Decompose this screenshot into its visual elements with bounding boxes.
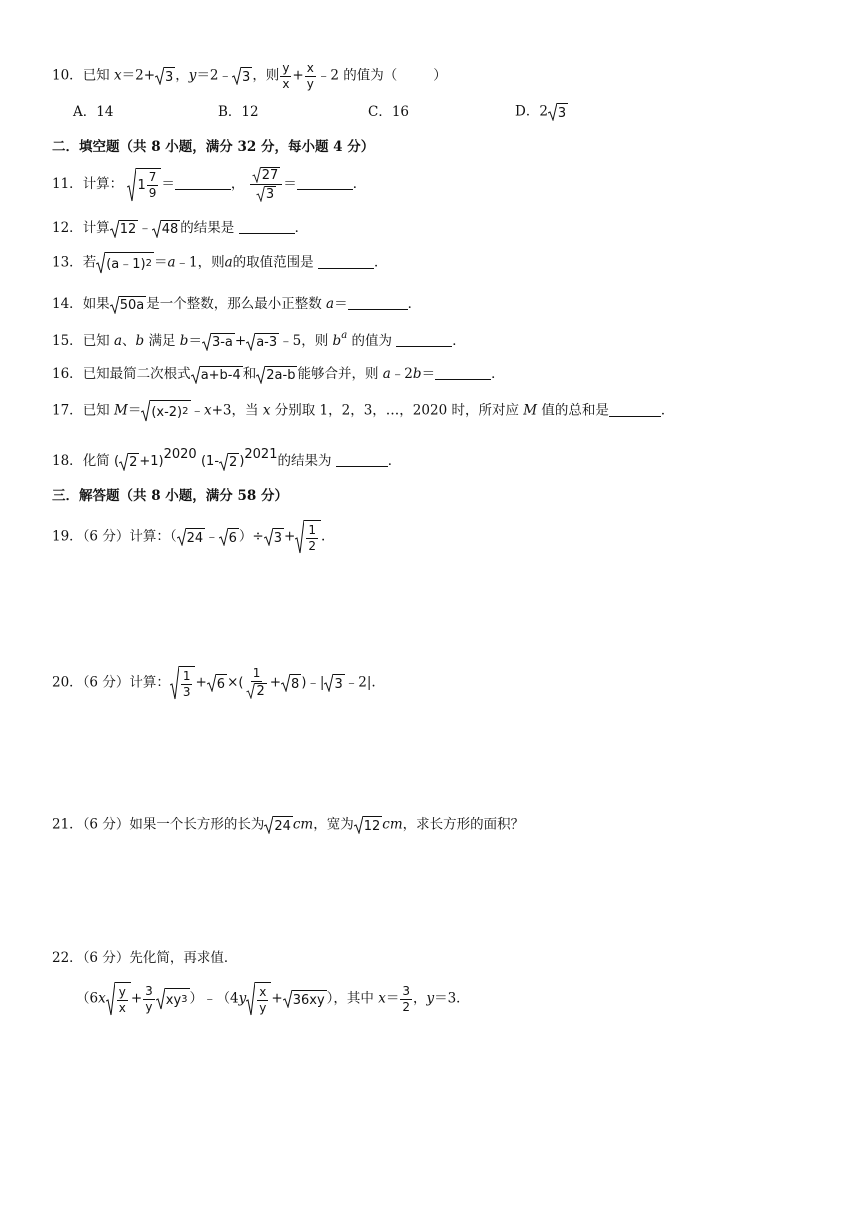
- numerator: y: [118, 984, 126, 999]
- sqrt-12: [354, 816, 383, 834]
- var-x: x: [98, 990, 106, 1007]
- fraction-1-3: [181, 670, 193, 698]
- q10-text: ﹣2 的值为（: [316, 67, 398, 84]
- question-number: 14．: [52, 296, 83, 312]
- question-18: [52, 448, 401, 471]
- question-number: 15．: [52, 333, 83, 349]
- radicand: 12: [119, 220, 139, 238]
- question-number: 18．: [52, 453, 83, 469]
- exponent: 2: [145, 258, 152, 269]
- section-3-heading: 三．解答题（共 8 小题，满分 58 分）: [52, 488, 288, 504]
- radicand: 36xy: [292, 990, 327, 1008]
- q16-text: ﹣2: [390, 366, 413, 382]
- plus-sign: +: [292, 67, 304, 84]
- radicand: a-3: [255, 333, 279, 351]
- q15-text: ＝: [188, 333, 202, 349]
- sqrt-36xy: [283, 990, 327, 1008]
- answer-blank[interactable]: [239, 219, 295, 234]
- option-d-text: D．2: [515, 103, 548, 120]
- q22-text: ＝3．: [434, 990, 470, 1007]
- q16-text: ＝: [421, 366, 436, 382]
- question-12: [52, 219, 308, 238]
- sqrt-2: [119, 453, 139, 471]
- question-11: [52, 167, 366, 202]
- question-22: [52, 952, 237, 966]
- denominator: 2: [308, 538, 316, 553]
- q20-text: （6 分）计算：: [82, 674, 170, 691]
- paren: (: [113, 454, 120, 469]
- denominator: x: [118, 1000, 126, 1015]
- q14-text: ＝: [334, 296, 348, 312]
- q17-text: +3，当: [211, 402, 259, 419]
- question-number: 11．: [52, 176, 83, 192]
- sqrt-mixed-number: [127, 168, 161, 202]
- answer-blank[interactable]: [336, 452, 388, 467]
- numerator: 3: [145, 983, 153, 998]
- var-a: a: [113, 333, 123, 349]
- q13-text: ．: [373, 254, 388, 271]
- q10-text: ＝2+: [121, 67, 156, 84]
- answer-blank[interactable]: [297, 175, 353, 190]
- q11-text: ＝: [283, 176, 297, 192]
- numerator: 7: [148, 170, 157, 185]
- q13-text: 的取值范围是: [232, 254, 314, 271]
- paren: +1): [139, 454, 164, 469]
- question-20: [52, 666, 376, 700]
- exponent: 2020: [163, 447, 197, 462]
- radicand: (x-2): [151, 404, 183, 420]
- sqrt-24: [264, 816, 293, 834]
- var-a: a: [382, 366, 391, 382]
- fraction-y-over-x: [280, 62, 291, 90]
- numerator: 1: [182, 668, 191, 683]
- answer-blank[interactable]: [396, 332, 452, 347]
- q10-text: ，: [175, 67, 189, 84]
- q18-text: ．: [387, 453, 402, 469]
- q12-text: 的结果是: [180, 220, 235, 236]
- q18-text: 的结果为: [277, 453, 332, 469]
- q15-text: ．: [452, 333, 466, 349]
- q17-text: ﹣: [190, 402, 204, 419]
- question-number: 19．: [52, 528, 83, 545]
- numerator: 1: [308, 522, 316, 537]
- var-b: b: [412, 366, 422, 382]
- sqrt-one-half: [295, 520, 321, 554]
- sqrt-y-over-x: [106, 982, 131, 1016]
- paren: (1-: [200, 454, 220, 469]
- question-17: [52, 400, 674, 422]
- q15-text: 、: [122, 333, 136, 349]
- q15-text: 已知: [82, 333, 110, 349]
- question-number: 12．: [52, 220, 83, 236]
- numerator: x: [259, 984, 267, 999]
- q13-text: ﹣1，则: [175, 254, 225, 271]
- minus-sign: ﹣: [138, 220, 152, 236]
- radicand: 3: [273, 528, 284, 546]
- sqrt-x-over-y: [246, 982, 271, 1016]
- option-d[interactable]: [515, 103, 568, 121]
- question-number: 22．: [52, 950, 83, 966]
- q12-text: 计算: [82, 220, 110, 236]
- sqrt-6: [207, 674, 227, 692]
- paren: ): [239, 454, 245, 469]
- q12-text: ．: [294, 220, 309, 236]
- radicand: 6: [228, 528, 239, 546]
- sqrt-a-plus-b-minus-4: [191, 366, 243, 384]
- q21-text: （6 分）如果一个长方形的长为: [82, 816, 265, 833]
- sqrt-8: [281, 674, 301, 692]
- radicand: 27: [261, 168, 279, 184]
- question-21: [52, 816, 524, 834]
- var-b: b: [179, 333, 189, 349]
- exponent: 3: [181, 994, 188, 1005]
- var-a: a: [224, 254, 233, 271]
- unit-cm: cm: [382, 816, 403, 833]
- sqrt-50a: [110, 296, 147, 314]
- q14-text: ．: [407, 296, 422, 312]
- sqrt-2: [246, 683, 266, 699]
- var-b: b: [332, 333, 342, 349]
- question-number: 21．: [52, 816, 83, 833]
- sqrt-48: [152, 220, 181, 238]
- q14-text: 是一个整数，那么最小正整数: [146, 296, 322, 312]
- sqrt-one-third: [170, 666, 196, 700]
- plus-sign: +: [269, 674, 282, 691]
- q15-text: ﹣5，则: [279, 333, 329, 349]
- radicand: 3: [164, 67, 175, 85]
- var-x: x: [378, 990, 386, 1007]
- answer-blank[interactable]: [348, 295, 408, 310]
- q19-text: （6 分）计算：（: [82, 528, 177, 545]
- radicand: 2: [228, 453, 239, 471]
- sqrt-3-minus-a: [202, 333, 235, 351]
- denominator: x: [282, 76, 290, 91]
- q22-text: ＝: [385, 990, 400, 1007]
- var-y: y: [426, 990, 435, 1007]
- q13-text: 若: [82, 254, 97, 271]
- radicand: 3-a: [211, 333, 235, 351]
- question-number: 13．: [52, 254, 83, 271]
- q20-text: ﹣2|.: [344, 674, 376, 691]
- numerator: x: [306, 61, 314, 75]
- radicand: 2: [128, 453, 139, 471]
- q10-text: ）: [433, 67, 447, 84]
- radicand: 24: [273, 816, 293, 834]
- q14-text: 如果: [82, 296, 110, 312]
- fraction-1-sqrt2: [244, 667, 268, 699]
- sqrt-3: [324, 674, 344, 692]
- q10-text: 已知: [82, 67, 110, 84]
- option-c[interactable]: C．16: [368, 104, 410, 120]
- radicand: 2: [256, 683, 265, 699]
- fraction-7-9: [147, 171, 159, 199]
- q15-text: 的值为: [351, 333, 392, 349]
- whole-part: 1: [137, 178, 146, 193]
- plus-sign: +: [130, 990, 143, 1007]
- radicand: 12: [363, 816, 383, 834]
- q17-text: 已知: [82, 402, 110, 419]
- answer-blank[interactable]: [435, 365, 491, 380]
- fraction-x-y: [257, 986, 268, 1014]
- var-y: y: [188, 67, 197, 84]
- answer-blank[interactable]: [318, 254, 374, 269]
- q22-text: ），其中: [326, 990, 374, 1007]
- question-10: [52, 62, 447, 90]
- question-19: [52, 520, 325, 554]
- q16-text: 和: [242, 366, 257, 382]
- q16-text: 已知最简二次根式: [82, 366, 191, 382]
- unit-cm: cm: [292, 816, 314, 833]
- question-13: [52, 252, 387, 274]
- denominator: y: [259, 1000, 267, 1015]
- plus-sign: +: [271, 990, 283, 1007]
- q22-text: ，: [412, 990, 427, 1007]
- sqrt-3: [256, 186, 276, 202]
- q20-text: ﹣|: [306, 674, 325, 691]
- var-a: a: [167, 254, 176, 271]
- answer-blank[interactable]: [609, 402, 661, 417]
- sqrt-3: [232, 67, 252, 85]
- times-sign: ×: [227, 674, 239, 691]
- answer-blank[interactable]: [175, 175, 231, 190]
- fraction-x-over-y: [305, 62, 316, 90]
- radicand: 3: [557, 103, 568, 121]
- plus-sign: +: [234, 333, 247, 349]
- var-x: x: [113, 67, 122, 84]
- q17-text: ．: [660, 402, 675, 419]
- q17-text: ＝: [127, 402, 142, 419]
- q11-text: ．: [352, 176, 367, 192]
- exponent: 2021: [244, 447, 278, 462]
- sqrt-2a-minus-b: [256, 366, 297, 384]
- exponent: 2: [182, 406, 189, 417]
- fraction-3-2: [400, 985, 412, 1013]
- paren: (: [238, 675, 244, 691]
- radicand: 6: [216, 674, 227, 692]
- plus-sign: +: [284, 528, 296, 545]
- denominator: 9: [148, 186, 157, 200]
- denominator: y: [306, 76, 314, 91]
- radicand: 3: [265, 187, 275, 203]
- q16-text: 能够合并，则: [297, 366, 379, 382]
- sqrt-xy-cubed: [156, 988, 190, 1010]
- exponent-a: a: [341, 330, 348, 341]
- radicand: 50a: [119, 296, 147, 314]
- q11-text: ，: [230, 176, 245, 192]
- q15-text: 满足: [148, 333, 176, 349]
- q22-text: ）﹣（4: [189, 990, 239, 1007]
- q11-text: 计算：: [82, 176, 124, 192]
- denominator: y: [145, 999, 153, 1014]
- q18-text: 化简: [82, 453, 110, 469]
- fraction-3-y: [143, 985, 155, 1013]
- sqrt-12: [110, 220, 139, 238]
- plus-sign: +: [195, 674, 207, 691]
- radicand: 3: [333, 674, 344, 692]
- question-number: 10．: [52, 67, 83, 84]
- question-14: [52, 295, 421, 314]
- sqrt-27: [252, 167, 281, 183]
- sqrt-square: [96, 252, 154, 274]
- var-x: x: [262, 402, 271, 419]
- question-22-expression: [76, 982, 470, 1016]
- numerator: y: [282, 61, 290, 75]
- question-number: 20．: [52, 674, 83, 691]
- question-16: [52, 365, 505, 384]
- sqrt-3: [264, 528, 284, 546]
- q10-text: ，则: [252, 67, 280, 84]
- q22-text: （6: [76, 990, 99, 1007]
- question-number: 17．: [52, 402, 83, 419]
- radicand: a+b-4: [200, 366, 243, 384]
- q16-text: ．: [491, 366, 505, 382]
- radicand: xy: [165, 992, 182, 1008]
- var-m: M: [523, 402, 538, 419]
- radicand: (a﹣1): [106, 256, 146, 272]
- numerator: 1: [252, 666, 261, 681]
- question-number: 16．: [52, 366, 83, 382]
- q22-text: （6 分）先化简，再求值．: [82, 950, 238, 966]
- sqrt-24: [177, 528, 206, 546]
- q19-text: .: [320, 528, 326, 545]
- radicand: 2a-b: [265, 366, 297, 384]
- sqrt-a-minus-3: [246, 333, 279, 351]
- q19-text: ）÷: [238, 528, 264, 545]
- denominator: 3: [182, 684, 191, 699]
- fraction-1-2: [306, 524, 318, 552]
- section-2-heading: 二．填空题（共 8 小题，满分 32 分，每小题 4 分）: [52, 139, 375, 155]
- radicand: 24: [186, 528, 206, 546]
- sqrt-2: [219, 453, 239, 471]
- sqrt-3: [155, 67, 175, 85]
- fraction-y-x: [117, 986, 128, 1014]
- q17-text: 值的总和是: [541, 402, 609, 419]
- var-y: y: [238, 990, 247, 1007]
- q17-text: 分别取 1，2，3，…，2020 时，所对应: [274, 402, 519, 419]
- var-x: x: [204, 402, 212, 419]
- option-b[interactable]: B．12: [218, 104, 259, 120]
- sqrt-3: [548, 103, 568, 121]
- q13-text: ＝: [153, 254, 168, 271]
- var-a: a: [326, 296, 335, 312]
- question-15: [52, 331, 466, 351]
- denominator: 2: [402, 999, 410, 1014]
- q21-text: ，求长方形的面积？: [402, 816, 525, 833]
- sqrt-square: [141, 400, 190, 422]
- q21-text: ，宽为: [313, 816, 354, 833]
- var-b: b: [135, 333, 145, 349]
- radicand: 48: [161, 220, 181, 238]
- paren: ): [301, 675, 307, 691]
- radicand: 8: [290, 674, 301, 692]
- fraction-sqrt27-sqrt3: [250, 167, 283, 202]
- var-m: M: [113, 402, 128, 419]
- numerator: 3: [402, 983, 410, 998]
- sqrt-6: [219, 528, 239, 546]
- option-a[interactable]: A．14: [73, 104, 114, 120]
- q10-text: ＝2﹣: [196, 67, 233, 84]
- minus-sign: ﹣: [205, 528, 219, 545]
- radicand: 3: [241, 67, 252, 85]
- q11-text: ＝: [161, 176, 175, 192]
